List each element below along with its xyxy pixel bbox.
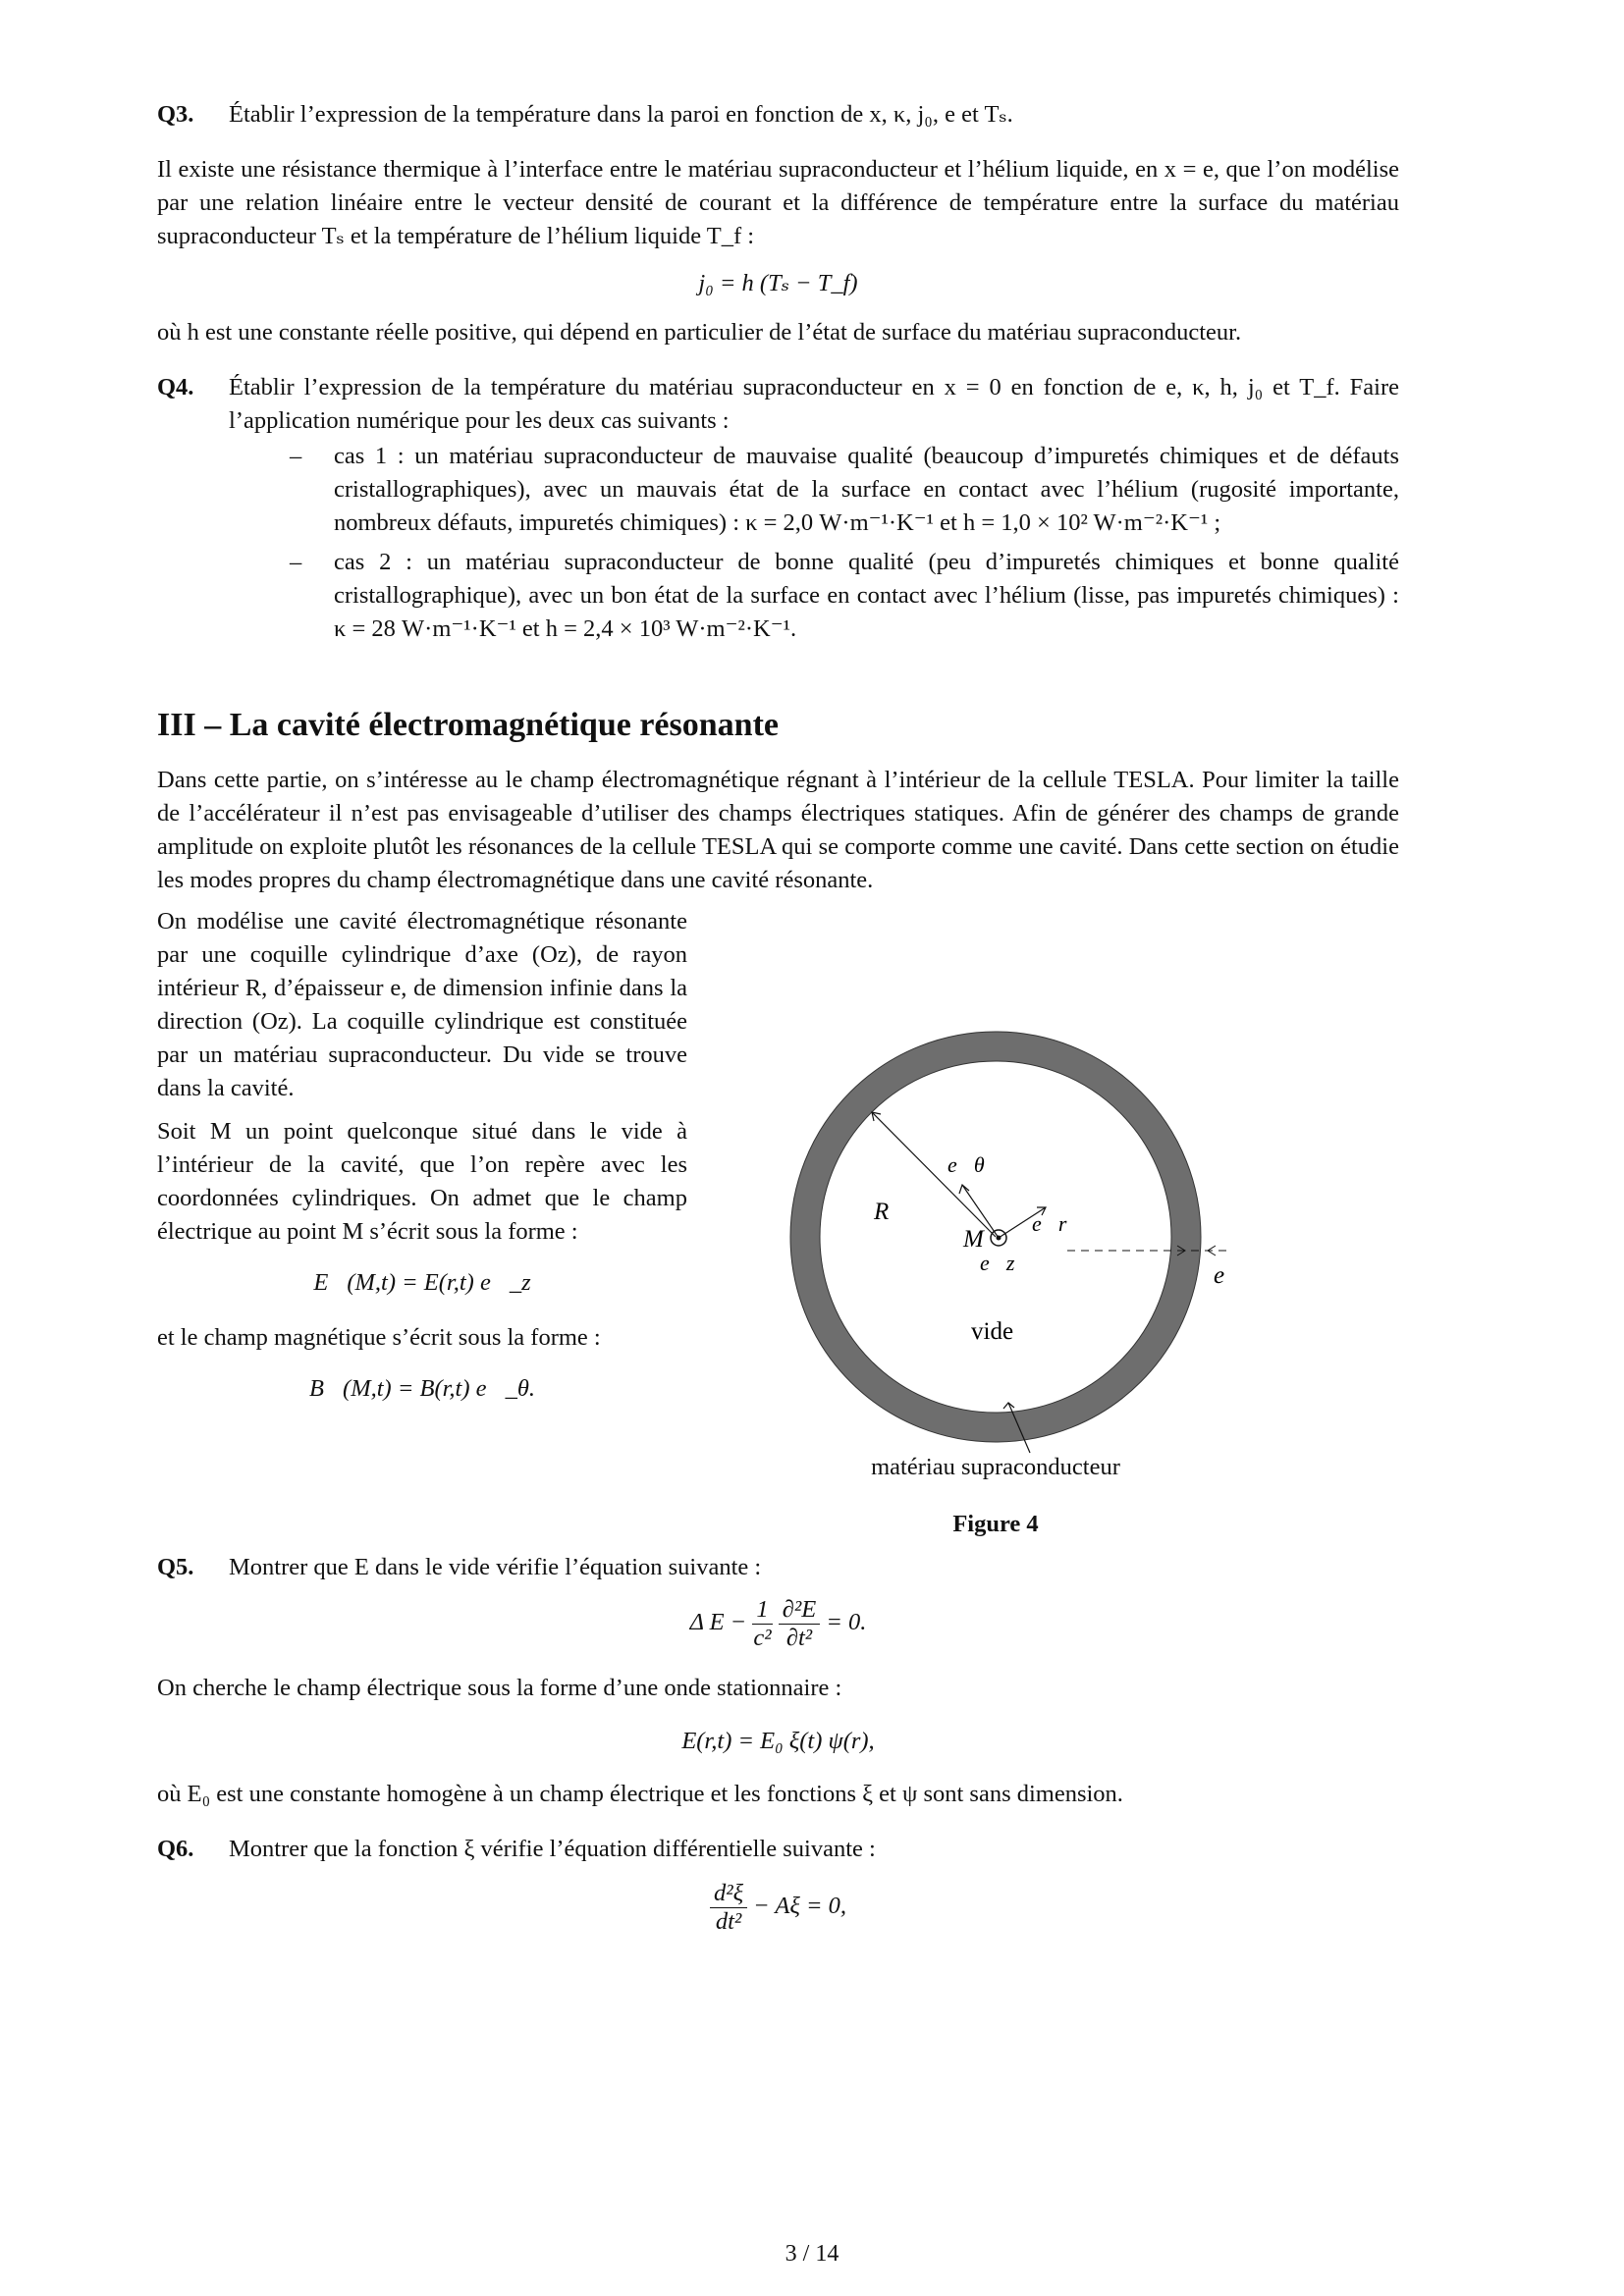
case-1: – cas 1 : un matériau supraconducteur de mauvaise qualité (beaucoup d’impuretés chimiques et de défauts cristallographiques), avec un mauvais état de la surface en contact avec l’hélium (rugosité importante, nombreux défauts, impuretés chimiques) : κ = 2,0 W·m⁻¹·K⁻¹ et h = 1,0 × 10² W·m⁻²·K⁻¹ ; [157, 440, 1399, 540]
page-number: 3 / 14 [785, 2241, 839, 2267]
label-M: M [963, 1226, 984, 1253]
question-text: Montrer que E dans le vide vérifie l’équation suivante : [229, 1554, 762, 1580]
paragraph-resistance: Il existe une résistance thermique à l’interface entre le matériau supraconducteur et l’hélium liquide, en x = e, que l’on modélise par une relation linéaire entre le vecteur densité de courant et la différence de température entre la surface du matériau supraconducteur Tₛ et la température de l’hélium liquide T_f : [157, 156, 1399, 249]
equation-E-field: E⃗(M,t) = E(r,t) e⃗_z [313, 1269, 531, 1296]
case-text: cas 1 : un matériau supraconducteur de mauvaise qualité (beaucoup d’impuretés chimiques et de défauts cristallographiques), avec un mauvais état de la surface en contact avec l’hélium (rugosité importante, nombreux défauts, impuretés chimiques) : κ = 2,0 W·m⁻¹·K⁻¹ et h = 1,0 × 10² W·m⁻²·K⁻¹ ; [334, 443, 1399, 536]
paragraph-e0: où E₀ est une constante homogène à un champ électrique et les fonctions ξ et ψ sont sans dimension. [157, 1781, 1123, 1807]
label-vide: vide [971, 1318, 1014, 1345]
label-e-r: e⃗r [1032, 1211, 1067, 1236]
label-R: R [874, 1199, 890, 1225]
question-text: Établir l’expression de la température du matériau supraconducteur en x = 0 en fonction de e, κ, h, j₀ et T_f. Faire l’application numérique pour les deux cas suivants : [229, 374, 1399, 434]
section-title: III – La cavité électromagnétique résonante [157, 707, 779, 743]
question-label: Q3. [157, 101, 194, 128]
figure-caption: Figure 4 [952, 1511, 1039, 1537]
label-material: matériau supraconducteur [871, 1454, 1120, 1480]
cavity-diagram [761, 905, 1399, 1455]
page-content [157, 98, 1399, 1936]
paragraph-b-field: et le champ magnétique s’écrit sous la forme : [157, 1324, 601, 1351]
paragraph-h-definition: où h est une constante réelle positive, qui dépend en particulier de l’état de surface du matériau supraconducteur. [157, 319, 1242, 346]
question-q3 [157, 98, 1399, 132]
case-2: – cas 2 : un matériau supraconducteur de bonne qualité (peu d’impuretés chimiques et bonne qualité cristallographique), avec un bon état de la surface en contact avec l’hélium (lisse, pas impuretés chimiques) : κ = 28 W·m⁻¹·K⁻¹ et h = 2,4 × 10³ W·m⁻²·K⁻¹. [157, 546, 1399, 646]
case-text: cas 2 : un matériau supraconducteur de bonne qualité (peu d’impuretés chimiques et bonne qualité cristallographique), avec un bon état de la surface en contact avec l’hélium (lisse, pas impuretés chimiques) : κ = 28 W·m⁻¹·K⁻¹ et h = 2,4 × 10³ W·m⁻²·K⁻¹. [334, 549, 1399, 642]
label-e-theta: e⃗θ [947, 1152, 985, 1177]
equation-B-field: B⃗(M,t) = B(r,t) e⃗_θ. [309, 1375, 535, 1402]
question-q4 [157, 371, 1399, 438]
figure-4 [761, 905, 1399, 1541]
equation-xi: $\frac{\text{d²ξ}}{\text{dt²}}$ − Aξ = 0, [157, 1880, 1399, 1936]
left-column [157, 905, 687, 1541]
equation-j0: j₀ = h (Tₛ − T_f) [698, 270, 858, 296]
question-label: Q4. [157, 374, 194, 400]
question-q6 [157, 1833, 1399, 1866]
question-label: Q6. [157, 1836, 194, 1862]
paragraph-model: On modélise une cavité électromagnétique résonante par une coquille cylindrique d’axe (Oz), de rayon intérieur R, d’épaisseur e, de dimension infinie dans la direction (Oz). La coquille cylindrique est constituée par un matériau supraconducteur. Du vide se trouve dans la cavité. [157, 908, 687, 1101]
question-text: Établir l’expression de la température dans la paroi en fonction de x, κ, j₀, e et Tₛ. [229, 101, 1013, 128]
paragraph-standing-wave: On cherche le champ électrique sous la forme d’une onde stationnaire : [157, 1675, 842, 1701]
section-intro: Dans cette partie, on s’intéresse au le champ électromagnétique régnant à l’intérieur de la cellule TESLA. Pour limiter la taille de l’accélérateur il n’est pas envisageable d’utiliser des champs électriques statiques. Afin de générer des champs de grande amplitude on exploite plutôt les résonances de la cellule TESLA qui se comporte comme une cavité. Dans cette section on étudie les modes propres du champ électromagnétique dans une cavité résonante. [157, 767, 1399, 893]
equation-wave: Δ E − $\frac{1}{\text{c²}}$ $\frac{\text{∂²E}}{\text{∂t²}}$ = 0. [689, 1596, 867, 1651]
label-e-thickness: e [1214, 1262, 1225, 1289]
equation-standing-wave: E(r,t) = E₀ ξ(t) ψ(r), [681, 1728, 875, 1754]
label-e-z: e⃗z [980, 1251, 1015, 1275]
question-label: Q5. [157, 1554, 194, 1580]
paragraph-point: Soit M un point quelconque situé dans le vide à l’intérieur de la cavité, que l’on repère avec les coordonnées cylindriques. On admet que le champ électrique au point M s’écrit sous la forme : [157, 1118, 687, 1245]
question-q5 [157, 1551, 1399, 1584]
question-text: Montrer que la fonction ξ vérifie l’équation différentielle suivante : [229, 1836, 876, 1862]
figure-row [157, 905, 1399, 1541]
